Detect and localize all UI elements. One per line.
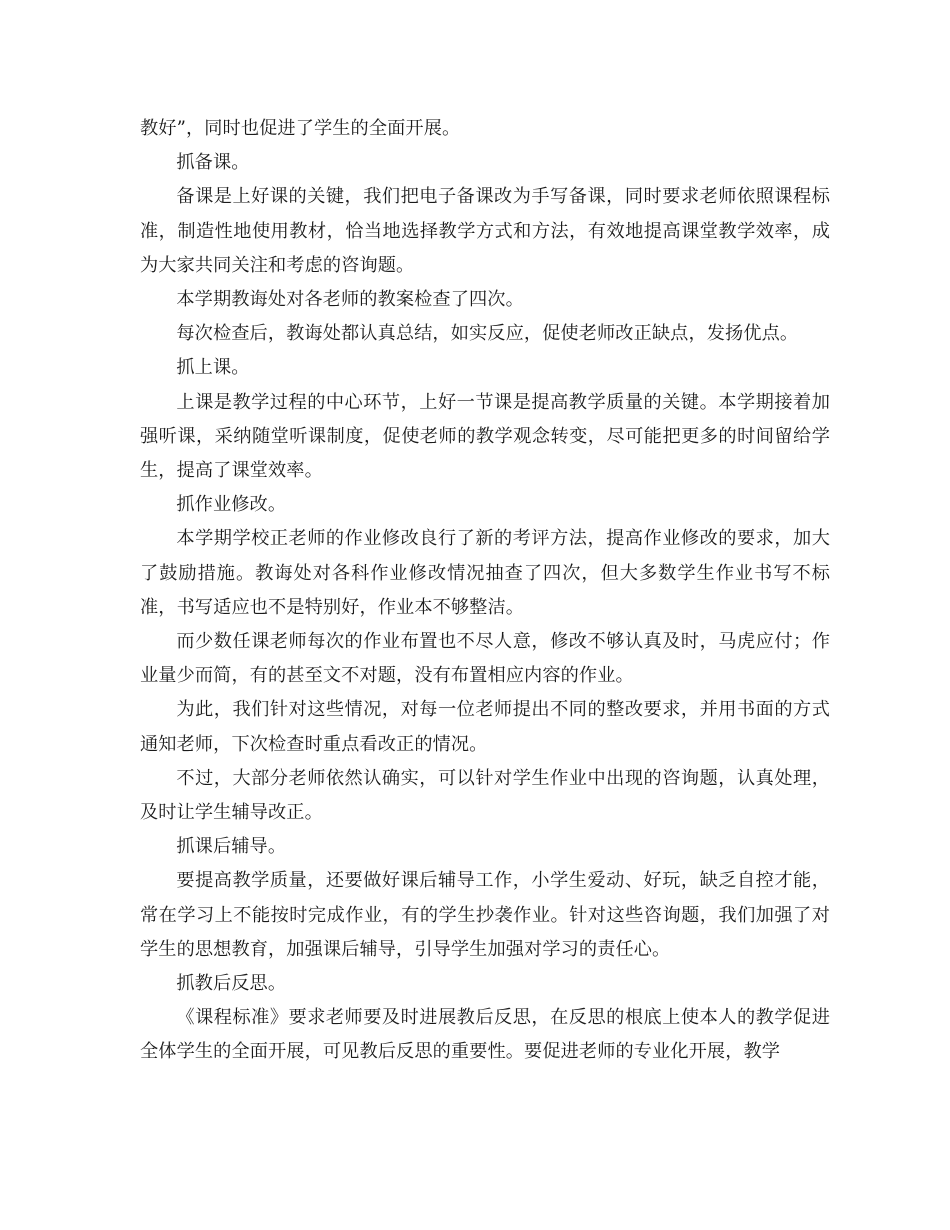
paragraph: 本学期教诲处对各老师的教案检查了四次。 <box>176 289 524 311</box>
paragraph: 不过，大部分老师依然认确实，可以针对学生作业中出现的咨询题，认真处理，及时让学生辅导改正。 <box>140 767 830 824</box>
paragraph: 教好”，同时也促进了学生的全面开展。 <box>140 118 461 139</box>
document-body <box>140 112 830 1070</box>
paragraph: 为此，我们针对这些情况，对每一位老师提出不同的整改要求，并用书面的方式通知老师，下次检查时重点看改正的情况。 <box>140 699 830 755</box>
section-heading: 抓课后辅导。 <box>176 836 287 858</box>
paragraph: 本学期学校正老师的作业修改良行了新的考评方法，提高作业修改的要求，加大了鼓励措施。教诲处对各科作业修改情况抽查了四次，但大多数学生作业书写不标准，书写适应也不是特别好，作业本不够整洁。 <box>140 528 830 618</box>
paragraph: 《课程标准》要求老师要及时进展教后反思，在反思的根底上使本人的教学促进全体学生的全面开展，可见教后反思的重要性。要促进老师的专业化开展，教学 <box>140 1007 830 1063</box>
paragraph: 每次检查后，教诲处都认真总结，如实反应，促使老师改正缺点，发扬优点。 <box>176 323 799 345</box>
section-heading: 抓备课。 <box>176 152 250 174</box>
paragraph: 要提高教学质量，还要做好课后辅导工作，小学生爱动、好玩，缺乏自控才能，常在学习上不能按时完成作业，有的学生抄袭作业。针对这些咨询题，我们加强了对学生的思想教育，加强课后辅导，引导学生加强对学习的责任心。 <box>140 870 830 960</box>
paragraph: 备课是上好课的关键，我们把电子备课改为手写备课，同时要求老师依照课程标准，制造性地使用教材，恰当地选择教学方式和方法，有效地提高课堂教学效率，成为大家共同关注和考虑的咨询题。 <box>140 186 830 276</box>
section-heading: 抓作业修改。 <box>176 494 287 516</box>
paragraph: 而少数任课老师每次的作业布置也不尽人意，修改不够认真及时，马虎应付；作业量少而简，有的甚至文不对题，没有布置相应内容的作业。 <box>140 631 830 687</box>
paragraph: 上课是教学过程的中心环节，上好一节课是提高教学质量的关键。本学期接着加强听课，采纳随堂听课制度，促使老师的教学观念转变，尽可能把更多的时间留给学生，提高了课堂效率。 <box>140 391 830 482</box>
section-heading: 抓上课。 <box>176 357 250 379</box>
section-heading: 抓教后反思。 <box>176 973 287 995</box>
